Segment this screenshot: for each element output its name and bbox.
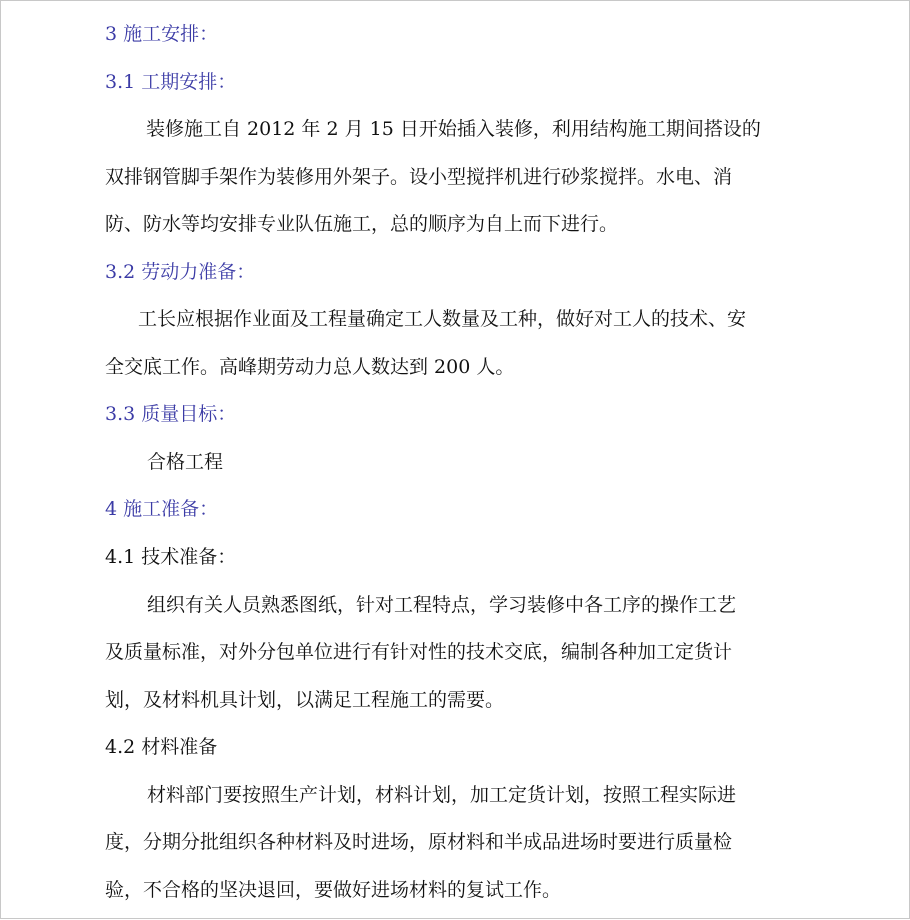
- heading-4-preparation: 4 施工准备：: [105, 498, 219, 520]
- paragraph-technical-line-3: 划，及材料机具计划，以满足工程施工的需要。: [105, 689, 505, 711]
- heading-3-3-quality-target: 3.3 质量目标：: [105, 403, 237, 425]
- paragraph-labor-line-2: 全交底工作。高峰期劳动力总人数达到 200 人。: [105, 356, 515, 378]
- paragraph-schedule-line-1: 装修施工自 2012 年 2 月 15 日开始插入装修，利用结构施工期间搭设的: [146, 118, 761, 140]
- heading-3-2-labor: 3.2 劳动力准备：: [105, 261, 256, 283]
- heading-3-construction-arrangement: 3 施工安排：: [105, 23, 219, 45]
- paragraph-materials-line-2: 度，分期分批组织各种材料及时进场，原材料和半成品进场时要进行质量检: [105, 831, 733, 853]
- paragraph-technical-line-2: 及质量标准，对外分包单位进行有针对性的技术交底，编制各种加工定货计: [105, 641, 733, 663]
- heading-4-2-materials: 4.2 材料准备: [105, 736, 218, 758]
- heading-3-1-schedule: 3.1 工期安排：: [105, 71, 237, 93]
- document-page: [1, 1, 910, 920]
- paragraph-materials-line-1: 材料部门要按照生产计划，材料计划，加工定货计划，按照工程实际进: [147, 784, 737, 806]
- paragraph-quality-target: 合格工程: [147, 451, 224, 473]
- paragraph-materials-line-3: 验，不合格的坚决退回，要做好进场材料的复试工作。: [105, 879, 562, 901]
- heading-4-1-technical: 4.1 技术准备：: [105, 546, 237, 568]
- paragraph-schedule-line-3: 防、防水等均安排专业队伍施工，总的顺序为自上而下进行。: [105, 213, 619, 235]
- paragraph-technical-line-1: 组织有关人员熟悉图纸，针对工程特点，学习装修中各工序的操作工艺: [147, 594, 737, 616]
- paragraph-schedule-line-2: 双排钢管脚手架作为装修用外架子。设小型搅拌机进行砂浆搅拌。水电、消: [105, 166, 733, 188]
- paragraph-labor-line-1: 工长应根据作业面及工程量确定工人数量及工种，做好对工人的技术、安: [138, 308, 747, 330]
